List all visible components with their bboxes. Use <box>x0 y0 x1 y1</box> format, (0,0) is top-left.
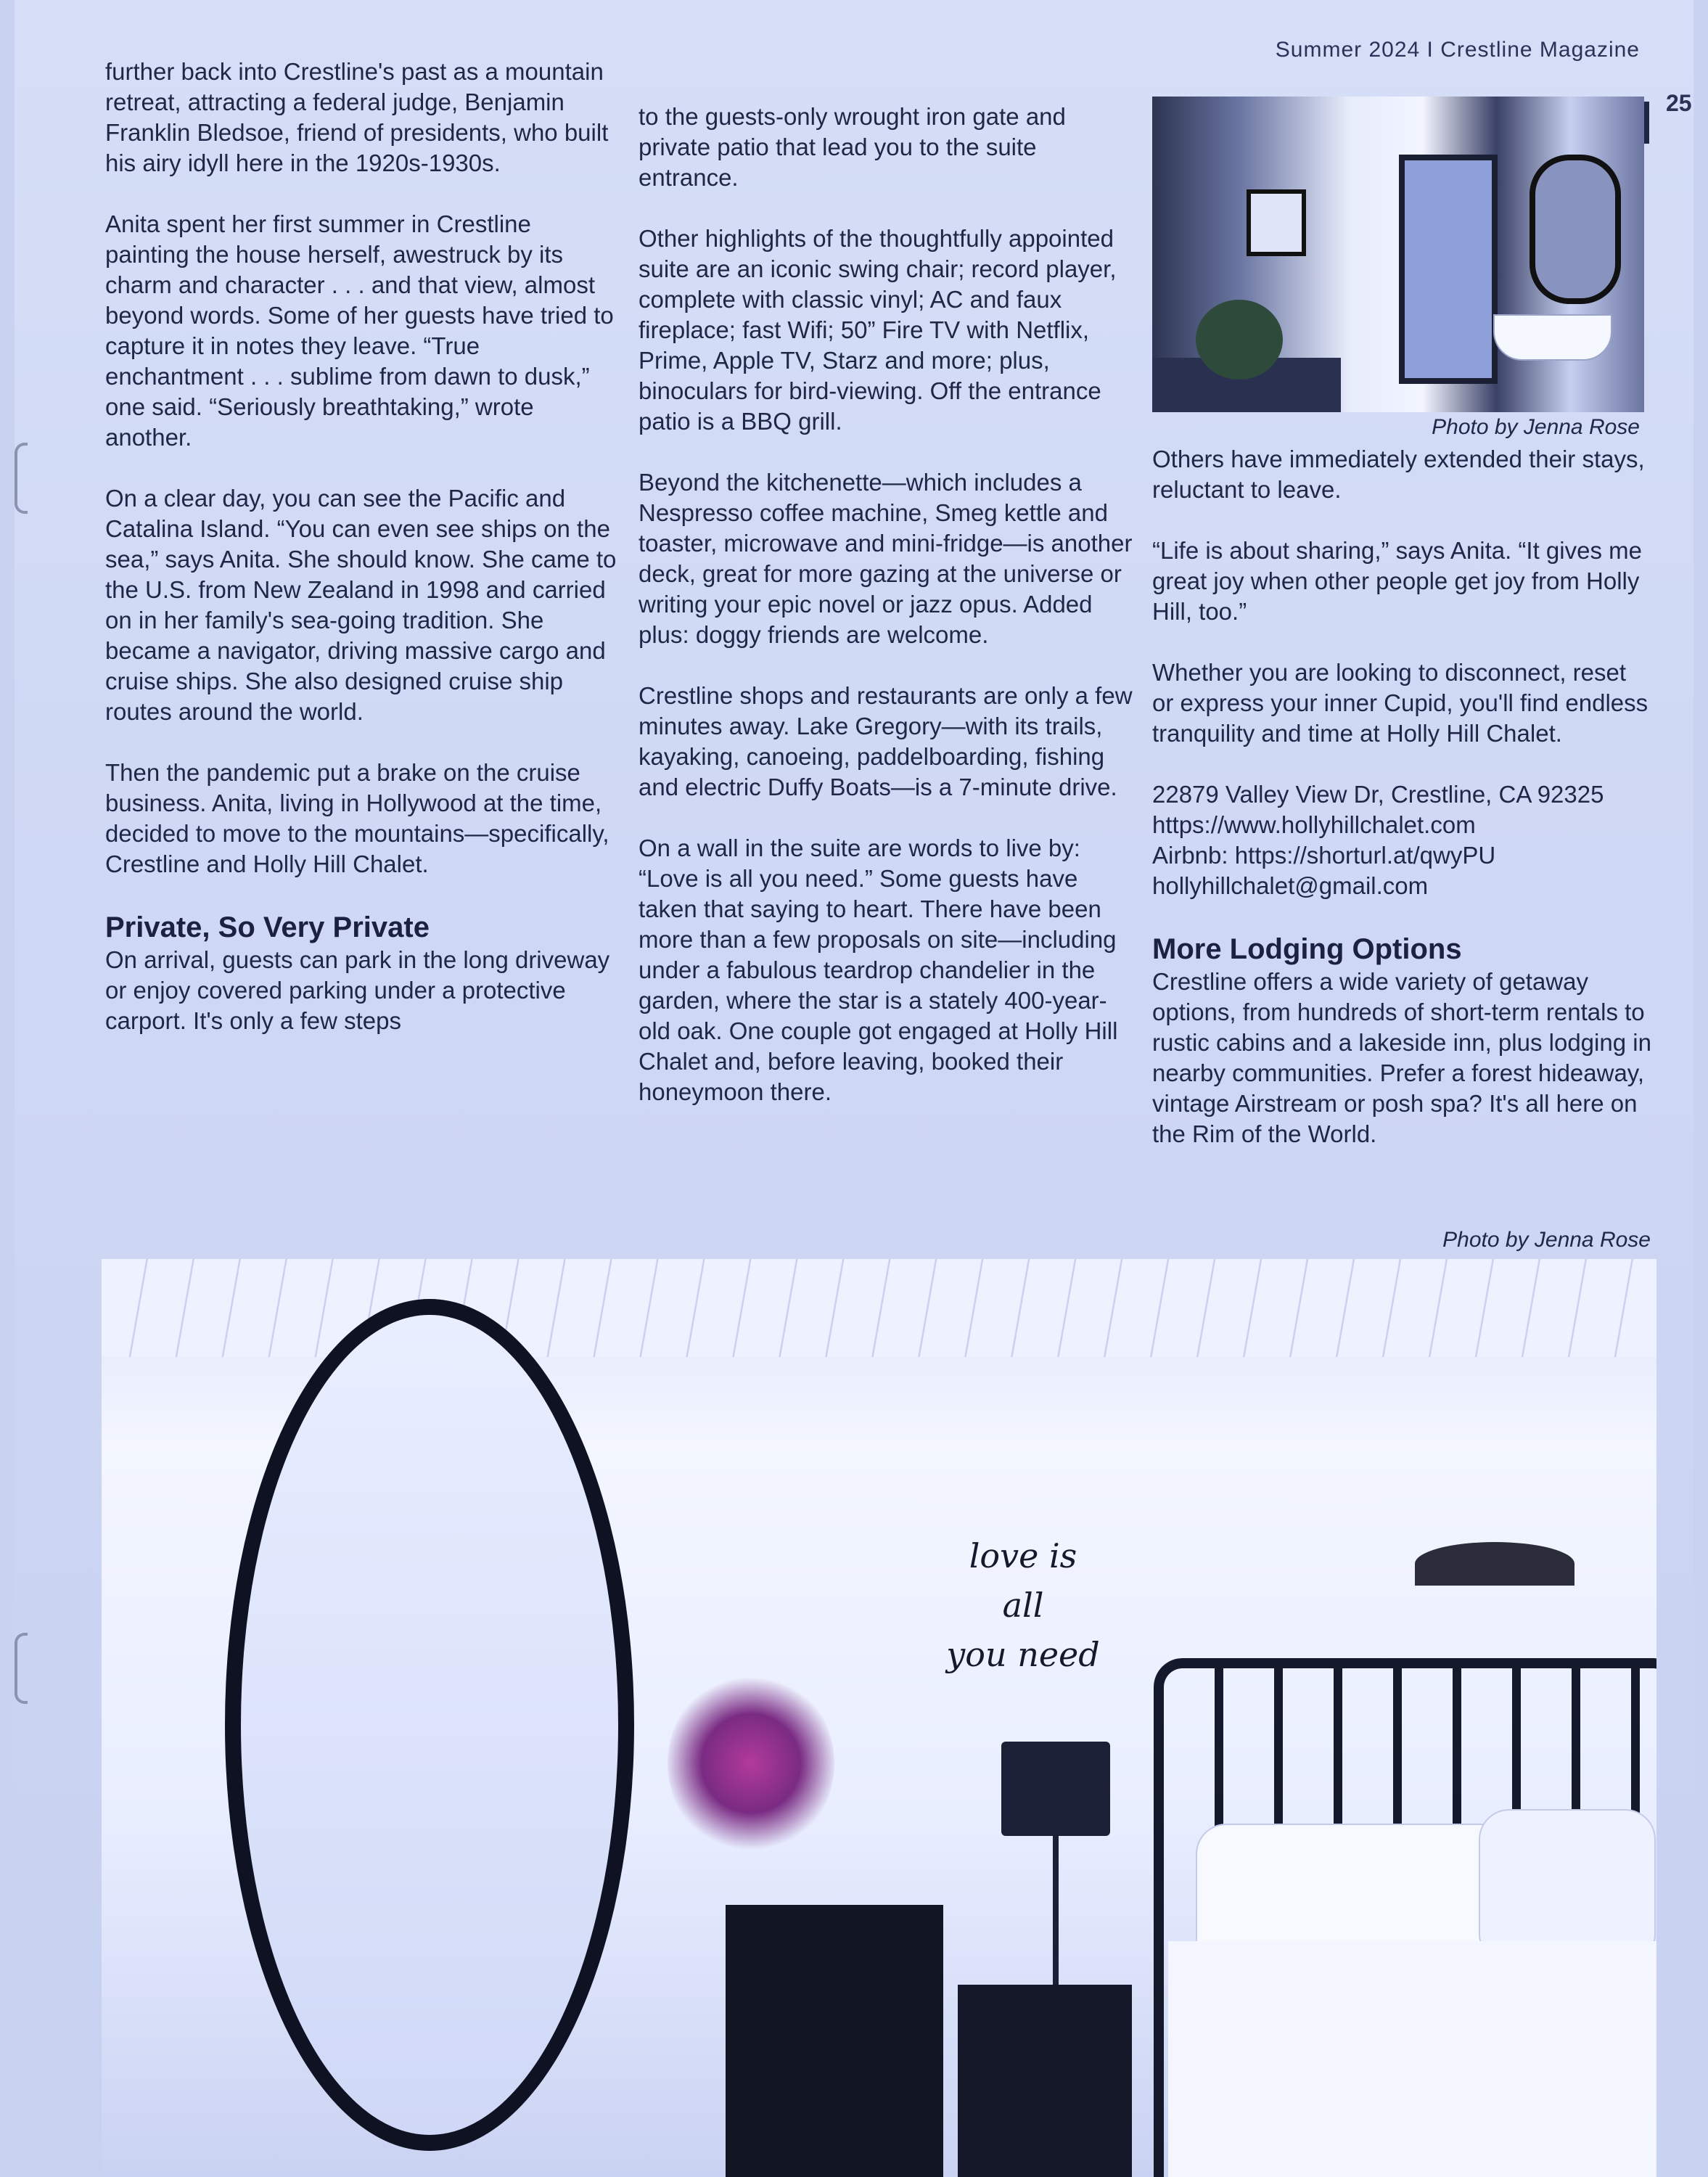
binding-staple <box>15 443 28 514</box>
article-column-1 <box>105 57 617 1067</box>
paragraph: Beyond the kitchenette—which includes a Nespresso coffee machine, Smeg kettle and toaster, microwave and mini-fridge—is another deck, great for more gazing at the universe or writing your epic novel or jazz opus. Added plus: doggy friends are welcome. <box>639 469 1133 648</box>
wall-lettering-line: all <box>1002 1586 1044 1625</box>
page-number: 25 <box>1666 90 1692 116</box>
wall-lettering <box>885 1531 1161 1679</box>
paragraph: Others have immediately extended their stays, reluctant to leave. <box>1152 446 1645 503</box>
photo-lamp-post <box>1053 1836 1059 1988</box>
photo-mirror <box>1530 155 1621 304</box>
bedroom-photo <box>102 1259 1656 2177</box>
suite-interior-photo <box>1152 97 1644 412</box>
photo-wall-frame <box>1247 189 1306 256</box>
email: hollyhillchalet@gmail.com <box>1152 872 1429 899</box>
photo-door <box>1399 155 1498 384</box>
paragraph: to the guests-only wrought iron gate and private patio that lead you to the suite entrance. <box>639 103 1066 191</box>
paragraph: Anita spent her first summer in Crestline painting the house herself, awestruck by its charm and character . . . and that view, almost beyond words. Some of her guests have tried to capture it in notes they leave. “True enchantment . . . sublime from dawn to dusk,” one said. “Seriously breathtaking,” wrote another. <box>105 210 614 451</box>
photo-sink <box>1493 314 1612 361</box>
contact-block <box>1152 779 1653 901</box>
photo-plant <box>1196 300 1283 380</box>
paragraph: Then the pandemic put a brake on the cruise business. Anita, living in Hollywood at the time, decided to move to the mountains—specifically, Crestline and Holly Hill Chalet. <box>105 759 609 877</box>
wall-lettering-line: you need <box>946 1635 1100 1674</box>
wall-lettering-line: love is <box>969 1536 1077 1575</box>
paragraph: “Life is about sharing,” says Anita. “It gives me great joy when other people get joy from Holly Hill, too.” <box>1152 537 1642 625</box>
paragraph: Crestline shops and restaurants are only a few minutes away. Lake Gregory—with its trails, kayaking, canoeing, paddelboarding, fishing and electric Duffy Boats—is a 7-minute drive. <box>639 682 1133 800</box>
photo-wall-sconce <box>1415 1542 1574 1586</box>
photo-nightstand <box>958 1985 1132 2177</box>
paragraph: On a wall in the suite are words to live by: “Love is all you need.” Some guests have taken that saying to heart. There have been more than a few proposals on site—including under a fabulous teardrop chandelier in the garden, where the star is a stately 400-year-old oak. One couple got engaged at Holly Hill Chalet and, before leaving, booked their honeymoon there. <box>639 835 1118 1105</box>
article-column-2 <box>639 102 1136 1138</box>
paragraph: Other highlights of the thoughtfully appointed suite are an iconic swing chair; record player, complete with classic vinyl; AC and faux fireplace; fast Wifi; 50” Fire TV with Netflix, Prime, Apple TV, Starz and more; plus, binoculars for bird-viewing. Off the entrance patio is a BBQ grill. <box>639 225 1117 435</box>
photo-credit: Photo by Jenna Rose <box>1442 1228 1651 1252</box>
photo-table-lamp <box>1001 1742 1110 1836</box>
photo-pillow <box>1480 1811 1654 1963</box>
paragraph: Whether you are looking to disconnect, reset or express your inner Cupid, you'll find endless tranquility and time at Holly Hill Chalet. <box>1152 659 1649 747</box>
paragraph: further back into Crestline's past as a mountain retreat, attracting a federal judge, Benjamin Franklin Bledsoe, friend of presidents, who built his airy idyll here in the 1920s-1930s. <box>105 58 609 176</box>
website-link: https://www.hollyhillchalet.com <box>1152 811 1476 838</box>
paragraph: On a clear day, you can see the Pacific and Catalina Island. “You can even see ships on the sea,” says Anita. She should know. She came to the U.S. from New Zealand in 1998 and carried on in her family's sea-going tradition. She became a navigator, driving massive cargo and cruise ships. She also designed cruise ship routes around the world. <box>105 485 617 725</box>
photo-oval-mirror <box>225 1299 634 2151</box>
binding-staple <box>15 1633 28 1704</box>
article-column-3 <box>1152 444 1653 1180</box>
photo-ceiling <box>102 1259 1656 1357</box>
section-heading: Private, So Very Private <box>105 911 430 943</box>
paragraph: On arrival, guests can park in the long driveway or enjoy covered parking under a protective carport. It's only a few steps <box>105 946 610 1034</box>
issue-header: Summer 2024 I Crestline Magazine <box>1275 38 1640 62</box>
paragraph: Crestline offers a wide variety of getaway options, from hundreds of short-term rentals to rustic cabins and a lakeside inn, plus lodging in nearby communities. Prefer a forest hideaway, vintage Airstream or posh spa? It's all here on the Rim of the World. <box>1152 968 1651 1147</box>
photo-duvet <box>1168 1941 1656 2177</box>
photo-record-player <box>726 1905 943 2177</box>
photo-orchid <box>668 1673 834 1854</box>
airbnb-link: Airbnb: https://shorturl.at/qwyPU <box>1152 842 1496 869</box>
section-heading: More Lodging Options <box>1152 933 1462 965</box>
address: 22879 Valley View Dr, Crestline, CA 92325 <box>1152 781 1604 808</box>
photo-credit: Photo by Jenna Rose <box>1432 415 1640 439</box>
page-marker-bar <box>1643 102 1649 144</box>
